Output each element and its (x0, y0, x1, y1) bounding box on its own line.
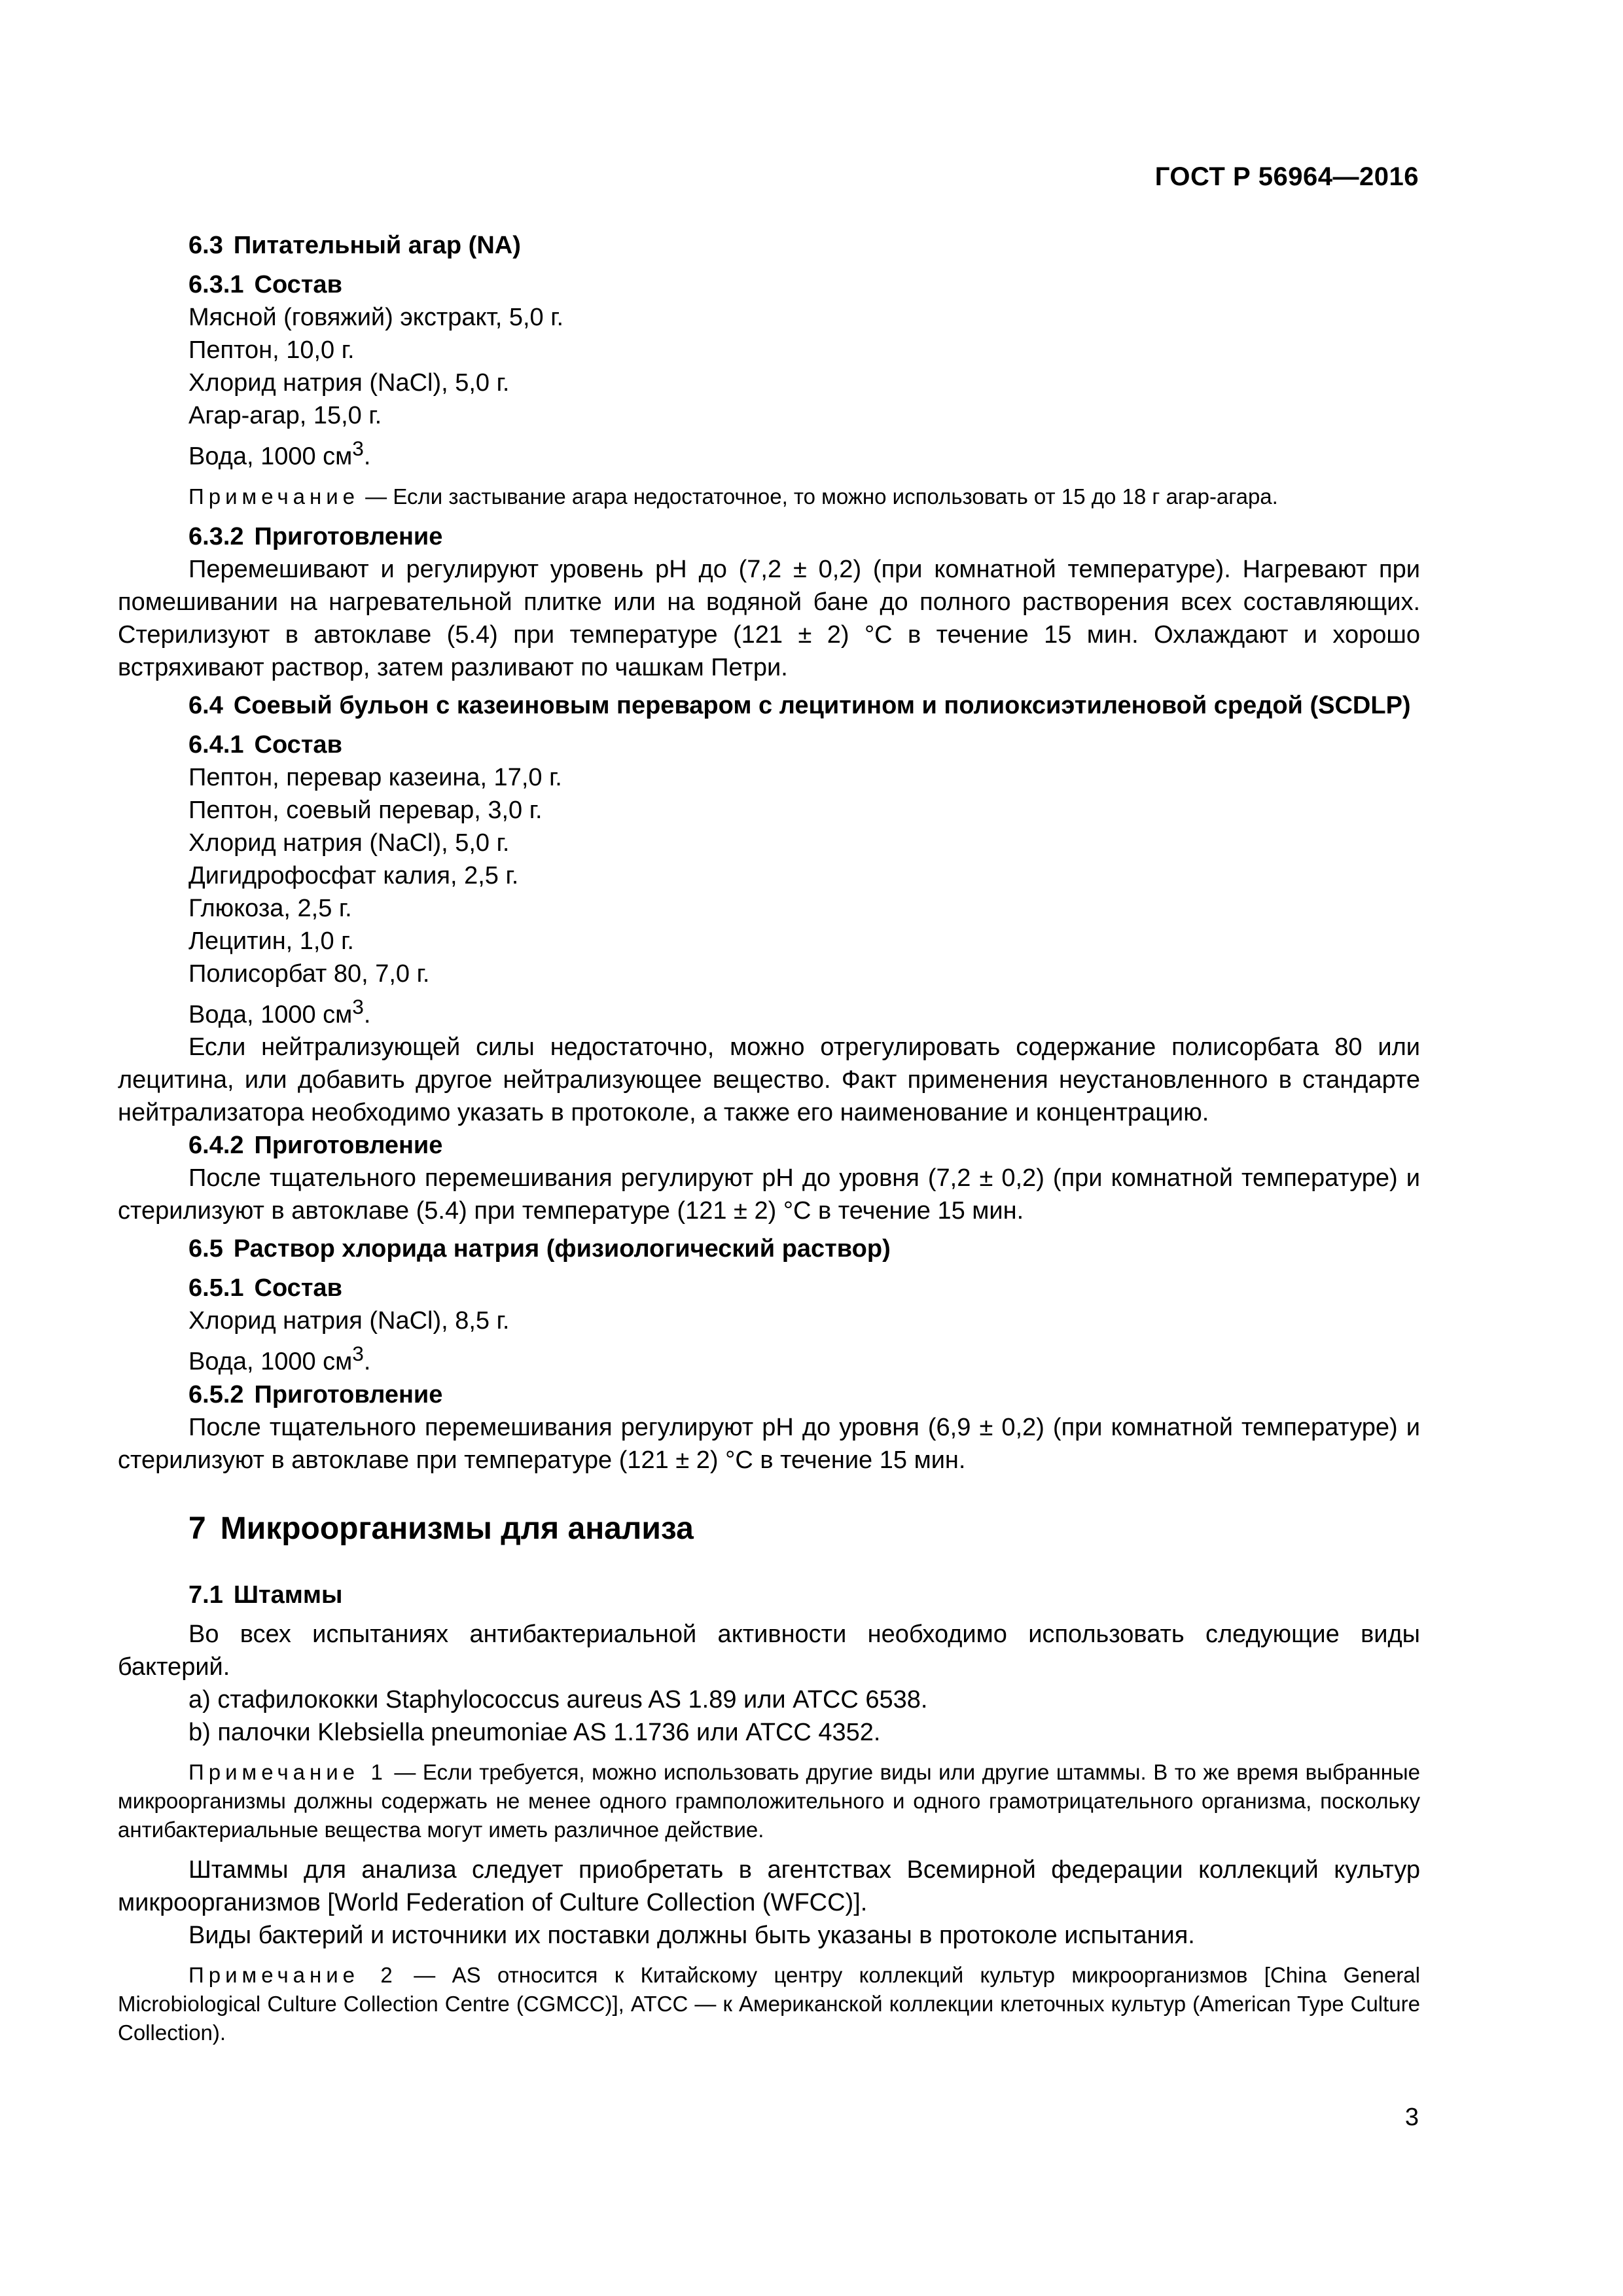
item-end: . (363, 442, 371, 471)
document-header: ГОСТ Р 56964—2016 (1154, 162, 1419, 191)
section-number: 6.4.1 (188, 730, 244, 759)
list-item: a) стафилококки Staphylococcus aureus AS 1.89 или ATCC 6538. (188, 1685, 928, 1713)
section-title: Приготовление (254, 1132, 443, 1160)
section-6-4-1-heading (118, 728, 1420, 761)
list-item: Пептон, 10,0 г. (188, 336, 355, 364)
section-title: Приготовление (254, 522, 443, 550)
section-title: Приготовление (254, 1380, 443, 1408)
note-label: Примечание 1 (188, 1759, 387, 1784)
section-7-1-heading (118, 1579, 1420, 1611)
item-text: Вода, 1000 см (188, 1348, 353, 1376)
section-number: 7.1 (188, 1581, 223, 1609)
list-item: Пептон, соевый перевар, 3,0 г. (188, 796, 543, 824)
superscript: 3 (352, 1342, 364, 1366)
note (118, 1758, 1420, 1844)
list-item (118, 990, 1420, 1031)
section-number: 6.3 (188, 232, 223, 259)
list-item: Хлорид натрия (NaCl), 8,5 г. (188, 1307, 510, 1335)
paragraph: После тщательного перемешивания регулируют pH до уровня (7,2 ± 0,2) (при комнатной температуре) и стерилизуют в автоклаве (5.4) при температуре (121 ± 2) °С в течение 15 мин. (118, 1164, 1420, 1225)
superscript: 3 (352, 437, 364, 460)
paragraph: После тщательного перемешивания регулируют pH до уровня (6,9 ± 0,2) (при комнатной температуре) и стерилизуют в автоклаве при температуре (121 ± 2) °С в течение 15 мин. (118, 1413, 1420, 1474)
list-item: Агар-агар, 15,0 г. (188, 402, 382, 429)
paragraph: Во всех испытаниях антибактериальной активности необходимо использовать следующие виды бактерий. (118, 1620, 1420, 1681)
page-number: 3 (1404, 2104, 1419, 2131)
section-number: 6.4.2 (188, 1132, 244, 1160)
section-6-3-heading (118, 229, 1420, 262)
list-item: b) палочки Klebsiella pneumoniae AS 1.1736 или ATCC 4352. (188, 1718, 881, 1746)
section-7-heading (118, 1508, 1420, 1550)
note-text: — Если требуется, можно использовать другие виды или другие штаммы. В то же время выбранные микроорганизмы должны содержать не менее одного грамположительного и одного грамотрицательного организма, поскольку антибактериальные вещества могут иметь различное действие. (118, 1759, 1420, 1842)
section-title: Питательный агар (NA) (233, 232, 521, 259)
list-item: Пептон, перевар казеина, 17,0 г. (188, 763, 562, 791)
list-item (118, 1337, 1420, 1378)
section-number: 6.4 (188, 691, 223, 719)
list-item: Полисорбат 80, 7,0 г. (188, 960, 430, 988)
note (118, 482, 1420, 511)
section-number: 6.5.1 (188, 1274, 244, 1302)
section-6-4-2-heading (118, 1129, 1420, 1162)
section-title: Раствор хлорида натрия (физиологический раствор) (233, 1235, 891, 1263)
section-6-4-heading (118, 689, 1420, 722)
list-item: Глюкоза, 2,5 г. (188, 894, 352, 922)
list-item (118, 432, 1420, 473)
item-text: Вода, 1000 см (188, 1001, 353, 1029)
section-number: 6.5.2 (188, 1380, 244, 1408)
section-title: Состав (254, 730, 342, 759)
note-text: — Если застывание агара недостаточное, то можно использовать от 15 до 18 г агар-агара. (359, 484, 1278, 509)
item-text: Вода, 1000 см (188, 442, 353, 471)
paragraph: Если нейтрализующей силы недостаточно, можно отрегулировать содержание полисорбата 80 или лецитина, или добавить другое нейтрализующее вещество. Факт применения неустановленного в стандарте нейтрализатора необходимо указать в протоколе, а также его наименование и концентрацию. (118, 1033, 1420, 1127)
paragraph: Перемешивают и регулируют уровень pH до (7,2 ± 0,2) (при комнатной температуре). Нагревают при помешивании на нагревательной плитке или на водяной бане до полного растворения всех составляющих. Стерилизуют в автоклаве (5.4) при температуре (121 ± 2) °С в течение 15 мин. Охлаждают и хорошо встряхивают раствор, затем разливают по чашкам Петри. (118, 555, 1420, 681)
section-title: Микроорганизмы для анализа (220, 1511, 694, 1546)
list-item: Хлорид натрия (NaCl), 5,0 г. (188, 829, 510, 857)
note-label: Примечание 2 (188, 1962, 397, 1987)
item-end: . (363, 1348, 371, 1376)
section-number: 6.3.2 (188, 522, 244, 550)
section-title: Штаммы (233, 1581, 343, 1609)
paragraph: Виды бактерий и источники их поставки должны быть указаны в протоколе испытания. (188, 1921, 1195, 1949)
list-item: Хлорид натрия (NaCl), 5,0 г. (188, 369, 510, 397)
paragraph: Штаммы для анализа следует приобретать в агентствах Всемирной федерации коллекций культур микроорганизмов [World Federation of Culture Collection (WFCC)]. (118, 1856, 1420, 1916)
section-number: 7 (188, 1511, 206, 1546)
list-item: Лецитин, 1,0 г. (188, 927, 354, 955)
section-number: 6.5 (188, 1235, 223, 1263)
section-number: 6.3.1 (188, 271, 244, 298)
list-item: Дигидрофосфат калия, 2,5 г. (188, 861, 519, 889)
section-6-5-1-heading (118, 1272, 1420, 1304)
page-content (118, 229, 1420, 2056)
superscript: 3 (352, 994, 364, 1018)
section-title: Соевый бульон с казеиновым переваром с лецитином и полиоксиэтиленовой средой (SCDLP) (233, 691, 1411, 719)
section-6-5-heading (118, 1232, 1420, 1265)
section-title: Состав (254, 271, 342, 298)
note (118, 1961, 1420, 2047)
note-text: — AS относится к Китайскому центру коллекций культур микроорганизмов [China General Microbiological Culture Collection Centre (CGMCC)], ATCC — к Американской коллекции клеточных культур (American Type Culture Collection). (118, 1962, 1420, 2045)
section-6-5-2-heading (118, 1378, 1420, 1411)
section-6-3-1-heading (118, 268, 1420, 301)
list-item: Мясной (говяжий) экстракт, 5,0 г. (188, 304, 564, 331)
item-end: . (363, 1001, 371, 1029)
section-title: Состав (254, 1274, 342, 1302)
note-label: Примечание (188, 484, 360, 509)
section-6-3-2-heading (118, 520, 1420, 553)
